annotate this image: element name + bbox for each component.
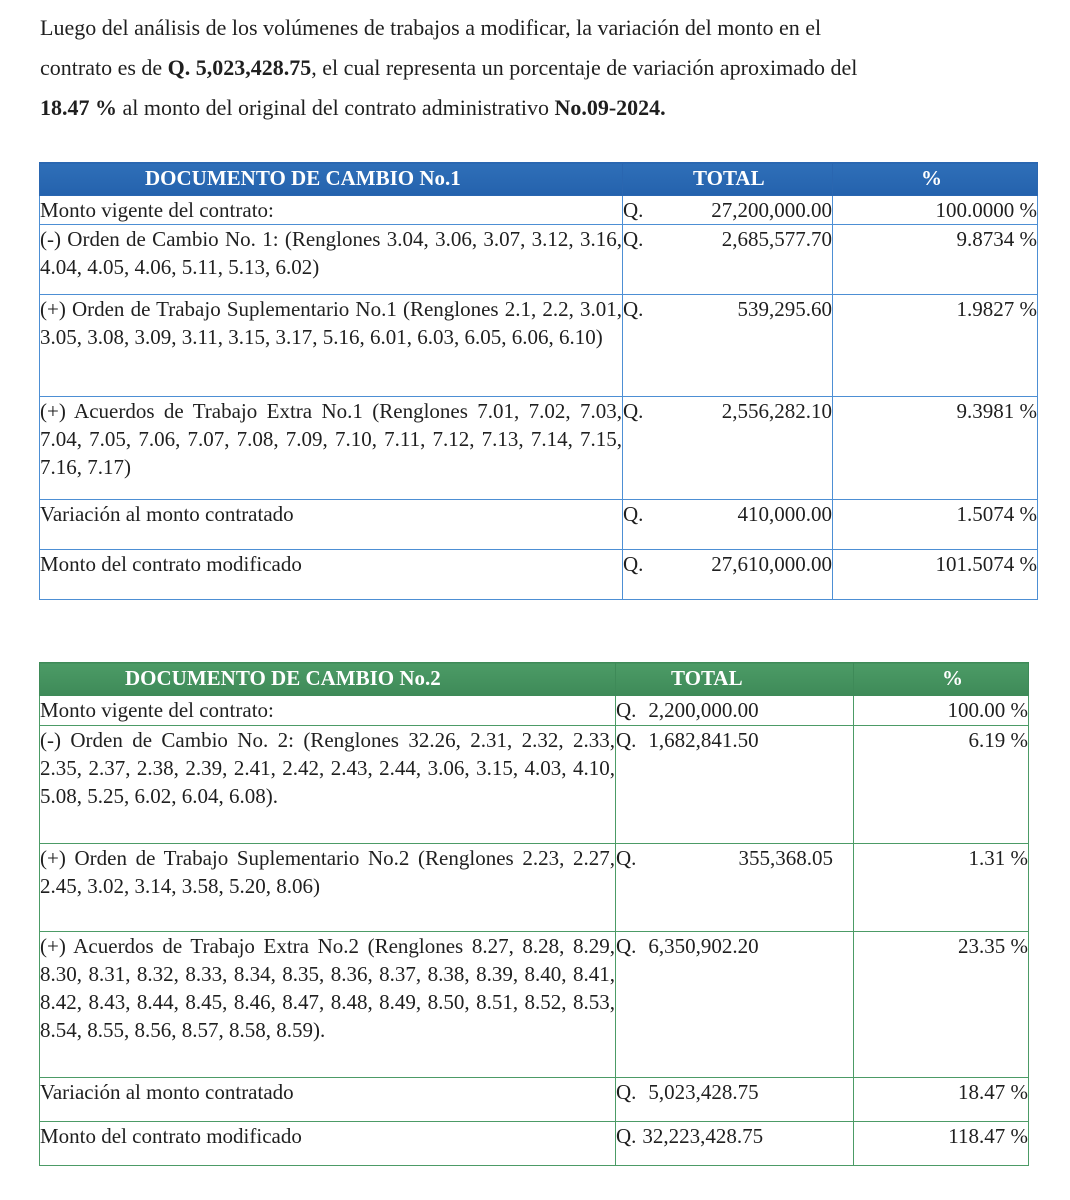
- header-percent: %: [833, 163, 1038, 196]
- table-row: [40, 295, 1038, 397]
- amount-value: 2,200,000.00: [648, 698, 759, 722]
- currency: Q.: [623, 399, 644, 423]
- currency: Q.: [616, 1080, 637, 1104]
- row-amount: [616, 726, 854, 844]
- row-percent: 1.5074 %: [833, 500, 1038, 550]
- row-percent: 6.19 %: [854, 726, 1029, 844]
- currency: Q.: [623, 297, 644, 321]
- row-amount: [616, 844, 854, 932]
- currency: Q.: [623, 552, 644, 576]
- row-description: Monto del contrato modificado: [40, 1122, 616, 1166]
- row-description: (+) Orden de Trabajo Suplementario No.1 (Renglones 2.1, 2.2, 3.01, 3.05, 3.08, 3.09, 3.11, 3.15, 3.17, 5.16, 6.01, 6.03, 6.05, 6.06, 6.10): [40, 295, 623, 397]
- row-amount: [623, 225, 833, 295]
- table-row: [40, 500, 1038, 550]
- intro-text: contrato es de: [40, 55, 168, 80]
- row-amount: [623, 196, 833, 225]
- amount-value: 355,368.05: [738, 846, 833, 870]
- amount-value: 2,685,577.70: [721, 227, 832, 251]
- amount-value: 27,610,000.00: [711, 552, 832, 576]
- row-description: (+) Acuerdos de Trabajo Extra No.2 (Renglones 8.27, 8.28, 8.29, 8.30, 8.31, 8.32, 8.33, 8.34, 8.35, 8.36, 8.37, 8.38, 8.39, 8.40, 8.41, 8.42, 8.43, 8.44, 8.45, 8.46, 8.47, 8.48, 8.49, 8.50, 8.51, 8.52, 8.53, 8.54, 8.55, 8.56, 8.57, 8.58, 8.59).: [40, 932, 616, 1078]
- amount-value: 5,023,428.75: [648, 1080, 759, 1104]
- row-percent: 9.3981 %: [833, 397, 1038, 500]
- amount-value: 6,350,902.20: [648, 934, 759, 958]
- row-description: (+) Orden de Trabajo Suplementario No.2 (Renglones 2.23, 2.27, 2.45, 3.02, 3.14, 3.58, 5.20, 8.06): [40, 844, 616, 932]
- table-row: [40, 550, 1038, 600]
- currency: Q.: [616, 1124, 637, 1148]
- intro-contract-number: No.09-2024.: [554, 95, 666, 120]
- intro-amount: Q. 5,023,428.75: [167, 55, 312, 80]
- row-description: Monto del contrato modificado: [40, 550, 623, 600]
- row-percent: 1.9827 %: [833, 295, 1038, 397]
- row-description: Monto vigente del contrato:: [40, 196, 623, 225]
- header-total: TOTAL: [623, 163, 833, 196]
- row-amount: [623, 295, 833, 397]
- row-percent: 1.31 %: [854, 844, 1029, 932]
- row-percent: 18.47 %: [854, 1078, 1029, 1122]
- amount-value: 27,200,000.00: [711, 198, 832, 222]
- currency: Q.: [623, 198, 644, 222]
- row-amount: [616, 1078, 854, 1122]
- header-percent: %: [854, 663, 1029, 696]
- currency: Q.: [616, 846, 637, 870]
- table-row: [40, 932, 1029, 1078]
- table-row: [40, 397, 1038, 500]
- header-document: DOCUMENTO DE CAMBIO No.1: [40, 163, 623, 196]
- row-amount: [623, 397, 833, 500]
- amount-value: 2,556,282.10: [721, 399, 832, 423]
- row-description: Monto vigente del contrato:: [40, 696, 616, 726]
- intro-percentage: 18.47 %: [40, 95, 117, 120]
- row-percent: 100.0000 %: [833, 196, 1038, 225]
- currency: Q.: [616, 934, 637, 958]
- currency: Q.: [623, 502, 644, 526]
- change-document-2-table: [39, 662, 1029, 1166]
- header-document: DOCUMENTO DE CAMBIO No.2: [40, 663, 616, 696]
- table-row: [40, 696, 1029, 726]
- row-percent: 100.00 %: [854, 696, 1029, 726]
- intro-text: , el cual representa un porcentaje de variación aproximado del: [311, 55, 858, 80]
- table-row: [40, 844, 1029, 932]
- row-amount: [623, 550, 833, 600]
- table-row: [40, 196, 1038, 225]
- row-description: (-) Orden de Cambio No. 1: (Renglones 3.04, 3.06, 3.07, 3.12, 3.16, 4.04, 4.05, 4.06, 5.11, 5.13, 6.02): [40, 225, 623, 295]
- intro-line-1: Luego del análisis de los volúmenes de trabajos a modificar, la variación del monto en el: [40, 15, 822, 40]
- intro-text: al monto del original del contrato administrativo: [117, 95, 555, 120]
- row-description: Variación al monto contratado: [40, 500, 623, 550]
- table-row: [40, 1078, 1029, 1122]
- amount-value: 410,000.00: [737, 502, 832, 526]
- intro-paragraph: [40, 8, 1030, 128]
- row-percent: 9.8734 %: [833, 225, 1038, 295]
- intro-line-2: [40, 48, 1030, 88]
- row-percent: 101.5074 %: [833, 550, 1038, 600]
- table-header-row: [40, 663, 1029, 696]
- amount-value: 32,223,428.75: [642, 1124, 764, 1148]
- change-document-1-table: [39, 162, 1038, 600]
- amount-value: 1,682,841.50: [648, 728, 759, 752]
- table-row: [40, 225, 1038, 295]
- row-description: (+) Acuerdos de Trabajo Extra No.1 (Renglones 7.01, 7.02, 7.03, 7.04, 7.05, 7.06, 7.07, 7.08, 7.09, 7.10, 7.11, 7.12, 7.13, 7.14, 7.15, 7.16, 7.17): [40, 397, 623, 500]
- amount-value: 539,295.60: [737, 297, 832, 321]
- row-percent: 23.35 %: [854, 932, 1029, 1078]
- header-total: TOTAL: [616, 663, 854, 696]
- table-row: [40, 726, 1029, 844]
- intro-line-3: [40, 88, 1030, 128]
- row-amount: [623, 500, 833, 550]
- row-percent: 118.47 %: [854, 1122, 1029, 1166]
- currency: Q.: [623, 227, 644, 251]
- row-description: (-) Orden de Cambio No. 2: (Renglones 32.26, 2.31, 2.32, 2.33, 2.35, 2.37, 2.38, 2.39, 2.41, 2.42, 2.43, 2.44, 3.06, 3.15, 4.03, 4.10, 5.08, 5.25, 6.02, 6.04, 6.08).: [40, 726, 616, 844]
- row-amount: [616, 696, 854, 726]
- row-amount: [616, 1122, 854, 1166]
- table-row: [40, 1122, 1029, 1166]
- currency: Q.: [616, 728, 637, 752]
- currency: Q.: [616, 698, 637, 722]
- row-amount: [616, 932, 854, 1078]
- row-description: Variación al monto contratado: [40, 1078, 616, 1122]
- table-header-row: [40, 163, 1038, 196]
